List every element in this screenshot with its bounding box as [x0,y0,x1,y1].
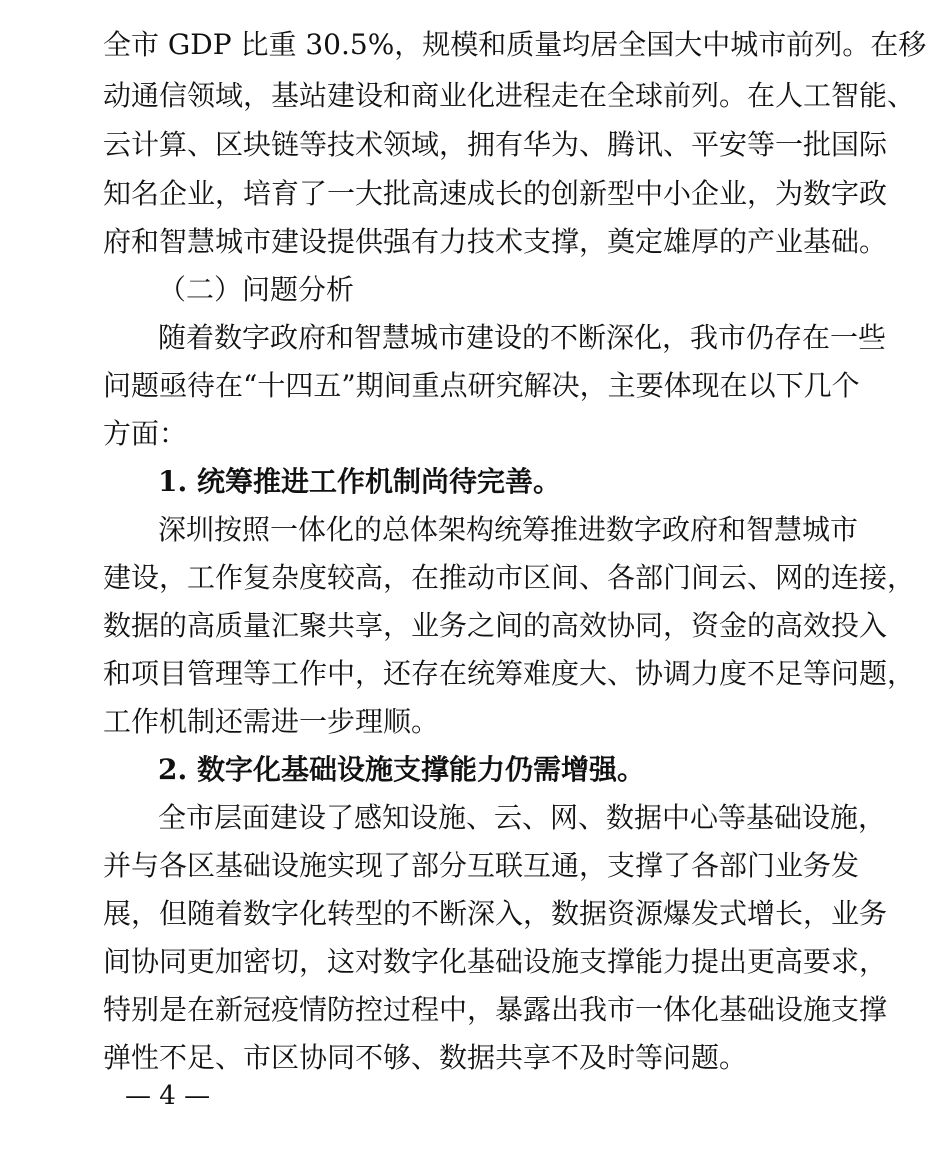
paragraph-line: 问题亟待在“十四五”期间重点研究解决，主要体现在以下几个 [103,369,860,402]
paragraph-line: 展，但随着数字化转型的不断深入，数据资源爆发式增长，业务 [103,897,888,930]
page-number: — 4 — [125,1081,211,1111]
paragraph-line: 方面： [103,417,188,450]
paragraph-line: 和项目管理等工作中，还存在统筹难度大、协调力度不足等问题， [103,657,916,690]
subsection-heading: 2. 数字化基础设施支撑能力仍需增强。 [158,753,645,786]
paragraph-line: 全市层面建设了感知设施、云、网、数据中心等基础设施， [158,801,887,834]
paragraph-line: 数据的高质量汇聚共享，业务之间的高效协同，资金的高效投入 [103,609,888,642]
paragraph-line: 动通信领域，基站建设和商业化进程走在全球前列。在人工智能、 [103,79,916,112]
section-heading: （二）问题分析 [158,273,355,306]
paragraph-line: 云计算、区块链等技术领域，拥有华为、腾讯、平安等一批国际 [103,128,888,161]
paragraph-line: 深圳按照一体化的总体架构统筹推进数字政府和智慧城市 [158,513,859,546]
paragraph-line: 府和智慧城市建设提供强有力技术支撑，奠定雄厚的产业基础。 [103,225,888,258]
paragraph-line: 全市 GDP 比重 30.5%，规模和质量均居全国大中城市前列。在移 [103,28,927,61]
paragraph-line: 知名企业，培育了一大批高速成长的创新型中小企业，为数字政 [103,177,888,210]
paragraph-line: 建设，工作复杂度较高，在推动市区间、各部门间云、网的连接， [103,561,916,594]
paragraph-line: 弹性不足、市区协同不够、数据共享不及时等问题。 [103,1041,748,1074]
paragraph-line: 间协同更加密切，这对数字化基础设施支撑能力提出更高要求， [103,945,888,978]
paragraph-line: 工作机制还需进一步理顺。 [103,705,440,738]
paragraph-line: 随着数字政府和智慧城市建设的不断深化，我市仍存在一些 [158,321,887,354]
paragraph-line: 并与各区基础设施实现了部分互联互通，支撑了各部门业务发 [103,849,860,882]
paragraph-line: 特别是在新冠疫情防控过程中，暴露出我市一体化基础设施支撑 [103,993,888,1026]
subsection-heading: 1. 统筹推进工作机制尚待完善。 [158,465,561,498]
